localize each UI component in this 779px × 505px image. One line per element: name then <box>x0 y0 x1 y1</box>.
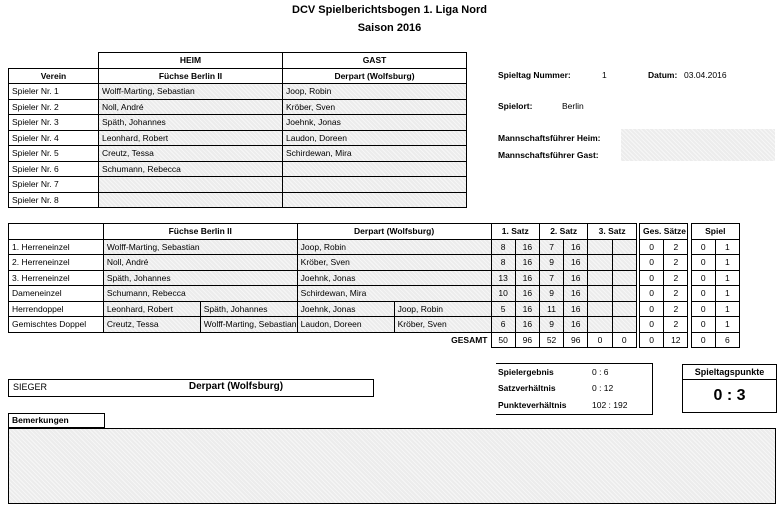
gast-player-cell[interactable]: Kröber, Sven <box>394 317 491 333</box>
spiel-cell: 1 <box>715 301 739 317</box>
roster-table <box>8 52 467 208</box>
heim-player-cell[interactable]: Schumann, Rebecca <box>103 286 297 302</box>
heim-player-cell[interactable]: Leonhard, Robert <box>99 130 283 146</box>
score-cell[interactable]: 16 <box>515 301 539 317</box>
roster-row-label: Spieler Nr. 4 <box>9 130 99 146</box>
bemerkungen-field[interactable] <box>8 428 776 504</box>
score-cell[interactable]: 16 <box>564 286 588 302</box>
gast-player-cell[interactable]: Kröber, Sven <box>283 99 467 115</box>
datum-label: Datum: <box>648 70 678 80</box>
heim-player-cell[interactable]: Noll, André <box>99 99 283 115</box>
gast-player-cell[interactable]: Laudon, Doreen <box>297 317 394 333</box>
mf-heim-label: Mannschaftsführer Heim: <box>498 133 601 143</box>
total-cell: 50 <box>491 332 515 348</box>
gast-player-cell[interactable]: Joehnk, Jonas <box>297 301 394 317</box>
match-row <box>9 239 775 255</box>
score-cell[interactable] <box>612 270 636 286</box>
spiel-cell: 1 <box>715 255 739 271</box>
ges-saetze-cell: 0 <box>639 317 663 333</box>
gast-player-cell[interactable]: Schirdewan, Mira <box>283 146 467 162</box>
score-cell[interactable] <box>588 270 612 286</box>
spielergebnis-label: Spielergebnis <box>498 367 554 377</box>
gast-player-cell[interactable]: Joehnk, Jonas <box>297 270 491 286</box>
spiel-cell: 1 <box>715 317 739 333</box>
gast-player-cell[interactable]: Joop, Robin <box>394 301 491 317</box>
score-cell[interactable] <box>588 301 612 317</box>
score-cell[interactable]: 8 <box>491 239 515 255</box>
match-label: Gemischtes Doppel <box>9 317 104 333</box>
satz-label: Satzverhältnis <box>498 383 556 393</box>
ges-saetze-cell: 2 <box>664 301 688 317</box>
satz-value: 0 : 12 <box>592 383 614 393</box>
gast-player-cell[interactable]: Laudon, Doreen <box>283 130 467 146</box>
total-cell: 6 <box>715 332 739 348</box>
heim-player-cell[interactable] <box>99 177 283 193</box>
punkte-label: Punkteverhältnis <box>498 400 567 410</box>
heim-player-cell[interactable]: Späth, Johannes <box>103 270 297 286</box>
gesamt-label: GESAMT <box>451 335 488 345</box>
heim-player-cell[interactable]: Creutz, Tessa <box>99 146 283 162</box>
score-cell[interactable]: 7 <box>539 270 563 286</box>
match-label: Herrendoppel <box>9 301 104 317</box>
score-cell[interactable]: 9 <box>539 286 563 302</box>
gast-player-cell[interactable]: Schirdewan, Mira <box>297 286 491 302</box>
roster-row-label: Spieler Nr. 3 <box>9 115 99 131</box>
total-cell: 96 <box>564 332 588 348</box>
total-cell: 0 <box>639 332 663 348</box>
roster-row-label: Spieler Nr. 8 <box>9 192 99 208</box>
heim-player-cell[interactable]: Schumann, Rebecca <box>99 161 283 177</box>
heim-player-cell[interactable] <box>99 192 283 208</box>
roster-row-label: Spieler Nr. 6 <box>9 161 99 177</box>
roster-row-label: Spieler Nr. 1 <box>9 84 99 100</box>
heim-player-cell[interactable]: Späth, Johannes <box>200 301 297 317</box>
spiel-cell: 0 <box>691 317 715 333</box>
summary-frame <box>496 363 653 415</box>
roster-row <box>9 99 467 115</box>
gast-player-cell[interactable]: Joop, Robin <box>297 239 491 255</box>
match-row <box>9 286 775 302</box>
score-cell[interactable] <box>612 286 636 302</box>
satz3-header: 3. Satz <box>588 224 636 240</box>
spiel-cell: 0 <box>691 301 715 317</box>
score-cell[interactable]: 16 <box>564 239 588 255</box>
ges-saetze-cell: 0 <box>639 301 663 317</box>
score-cell[interactable]: 16 <box>564 317 588 333</box>
gast-player-cell[interactable] <box>283 177 467 193</box>
score-cell[interactable]: 16 <box>564 255 588 271</box>
sieger-value[interactable]: Derpart (Wolfsburg) <box>188 381 284 392</box>
score-cell[interactable] <box>612 317 636 333</box>
ges-saetze-cell: 2 <box>664 255 688 271</box>
roster-row <box>9 115 467 131</box>
roster-row <box>9 130 467 146</box>
score-cell[interactable] <box>588 286 612 302</box>
score-cell[interactable]: 9 <box>539 317 563 333</box>
spieltag-value[interactable]: 1 <box>602 70 607 80</box>
gast-player-cell[interactable]: Kröber, Sven <box>297 255 491 271</box>
score-cell[interactable] <box>588 317 612 333</box>
roster-row-label: Spieler Nr. 5 <box>9 146 99 162</box>
roster-row-label: Spieler Nr. 7 <box>9 177 99 193</box>
total-cell: 0 <box>588 332 612 348</box>
spiel-cell: 1 <box>715 286 739 302</box>
heim-team-name: Füchse Berlin II <box>99 68 283 84</box>
ges-saetze-cell: 0 <box>639 255 663 271</box>
ges-saetze-cell: 0 <box>639 270 663 286</box>
score-cell[interactable]: 16 <box>515 239 539 255</box>
spiel-cell: 1 <box>715 270 739 286</box>
score-cell[interactable]: 10 <box>491 286 515 302</box>
score-cell[interactable]: 16 <box>515 317 539 333</box>
heim-header: HEIM <box>99 53 283 69</box>
spiel-cell: 1 <box>715 239 739 255</box>
match-label: Dameneinzel <box>9 286 104 302</box>
roster-row <box>9 192 467 208</box>
heim-player-cell[interactable]: Leonhard, Robert <box>103 301 200 317</box>
spielergebnis-value: 0 : 6 <box>592 367 609 377</box>
page-title: DCV Spielberichtsbogen 1. Liga Nord <box>292 4 487 16</box>
total-cell: 52 <box>539 332 563 348</box>
ges-saetze-cell: 0 <box>639 239 663 255</box>
results-heim-team: Füchse Berlin II <box>103 224 297 240</box>
roster-row-label: Spieler Nr. 2 <box>9 99 99 115</box>
match-label: 1. Herreneinzel <box>9 239 104 255</box>
score-cell[interactable] <box>588 255 612 271</box>
results-gast-team: Derpart (Wolfsburg) <box>297 224 491 240</box>
ges-saetze-cell: 2 <box>664 239 688 255</box>
match-row <box>9 255 775 271</box>
gast-header: GAST <box>283 53 467 69</box>
ges-saetze-cell: 0 <box>639 286 663 302</box>
season-title: Saison 2016 <box>357 22 422 34</box>
heim-player-cell[interactable]: Noll, André <box>103 255 297 271</box>
results-table <box>8 223 775 348</box>
spiel-cell: 0 <box>691 286 715 302</box>
score-cell[interactable]: 7 <box>539 239 563 255</box>
spieltagspunkte-label: Spieltagspunkte <box>682 364 777 380</box>
heim-player-cell[interactable]: Wolff-Marting, Sebastian <box>200 317 297 333</box>
spiel-cell: 0 <box>691 270 715 286</box>
score-cell[interactable]: 6 <box>491 317 515 333</box>
ges-saetze-cell: 2 <box>664 317 688 333</box>
mannschaftsfuehrer-field[interactable] <box>621 129 775 161</box>
ges-saetze-cell: 2 <box>664 286 688 302</box>
sieger-box <box>8 379 374 397</box>
gast-player-cell[interactable]: Joehnk, Jonas <box>283 115 467 131</box>
gast-player-cell[interactable]: Joop, Robin <box>283 84 467 100</box>
heim-player-cell[interactable]: Creutz, Tessa <box>103 317 200 333</box>
spieltag-label: Spieltag Nummer: <box>498 70 571 80</box>
score-cell[interactable] <box>612 255 636 271</box>
score-cell[interactable]: 16 <box>515 286 539 302</box>
score-cell[interactable]: 5 <box>491 301 515 317</box>
roster-row <box>9 146 467 162</box>
roster-row <box>9 177 467 193</box>
score-cell[interactable]: 16 <box>564 301 588 317</box>
score-cell[interactable]: 13 <box>491 270 515 286</box>
datum-value[interactable]: 03.04.2016 <box>684 70 727 80</box>
total-cell: 0 <box>691 332 715 348</box>
match-row <box>9 317 775 333</box>
score-cell[interactable]: 9 <box>539 255 563 271</box>
sieger-label: SIEGER <box>13 382 48 392</box>
spielort-value[interactable]: Berlin <box>562 101 584 111</box>
bemerkungen-label: Bemerkungen <box>8 413 105 428</box>
score-cell[interactable]: 8 <box>491 255 515 271</box>
heim-player-cell[interactable]: Wolff-Marting, Sebastian <box>103 239 297 255</box>
mf-gast-label: Mannschaftsführer Gast: <box>498 150 599 160</box>
spiel-cell: 0 <box>691 239 715 255</box>
gast-player-cell[interactable] <box>283 161 467 177</box>
score-cell[interactable] <box>612 239 636 255</box>
score-cell[interactable]: 16 <box>515 270 539 286</box>
ges-saetze-header: Ges. Sätze <box>639 224 687 240</box>
roster-row <box>9 161 467 177</box>
match-row <box>9 270 775 286</box>
match-row <box>9 301 775 317</box>
score-cell[interactable]: 16 <box>564 270 588 286</box>
spielort-label: Spielort: <box>498 101 533 111</box>
match-label: 2. Herreneinzel <box>9 255 104 271</box>
spieltagspunkte-value: 0 : 3 <box>682 379 777 413</box>
gast-team-name: Derpart (Wolfsburg) <box>283 68 467 84</box>
heim-player-cell[interactable]: Wolff-Marting, Sebastian <box>99 84 283 100</box>
score-cell[interactable]: 16 <box>515 255 539 271</box>
satz2-header: 2. Satz <box>539 224 587 240</box>
spiel-cell: 0 <box>691 255 715 271</box>
match-label: 3. Herreneinzel <box>9 270 104 286</box>
satz1-header: 1. Satz <box>491 224 539 240</box>
heim-player-cell[interactable]: Späth, Johannes <box>99 115 283 131</box>
punkte-value: 102 : 192 <box>592 400 628 410</box>
score-cell[interactable] <box>588 239 612 255</box>
total-cell: 0 <box>612 332 636 348</box>
score-cell[interactable]: 11 <box>539 301 563 317</box>
roster-row <box>9 84 467 100</box>
spiel-header: Spiel <box>691 224 739 240</box>
verein-label: Verein <box>9 68 99 84</box>
total-cell: 96 <box>515 332 539 348</box>
total-cell: 12 <box>664 332 688 348</box>
gast-player-cell[interactable] <box>283 192 467 208</box>
score-cell[interactable] <box>612 301 636 317</box>
ges-saetze-cell: 2 <box>664 270 688 286</box>
